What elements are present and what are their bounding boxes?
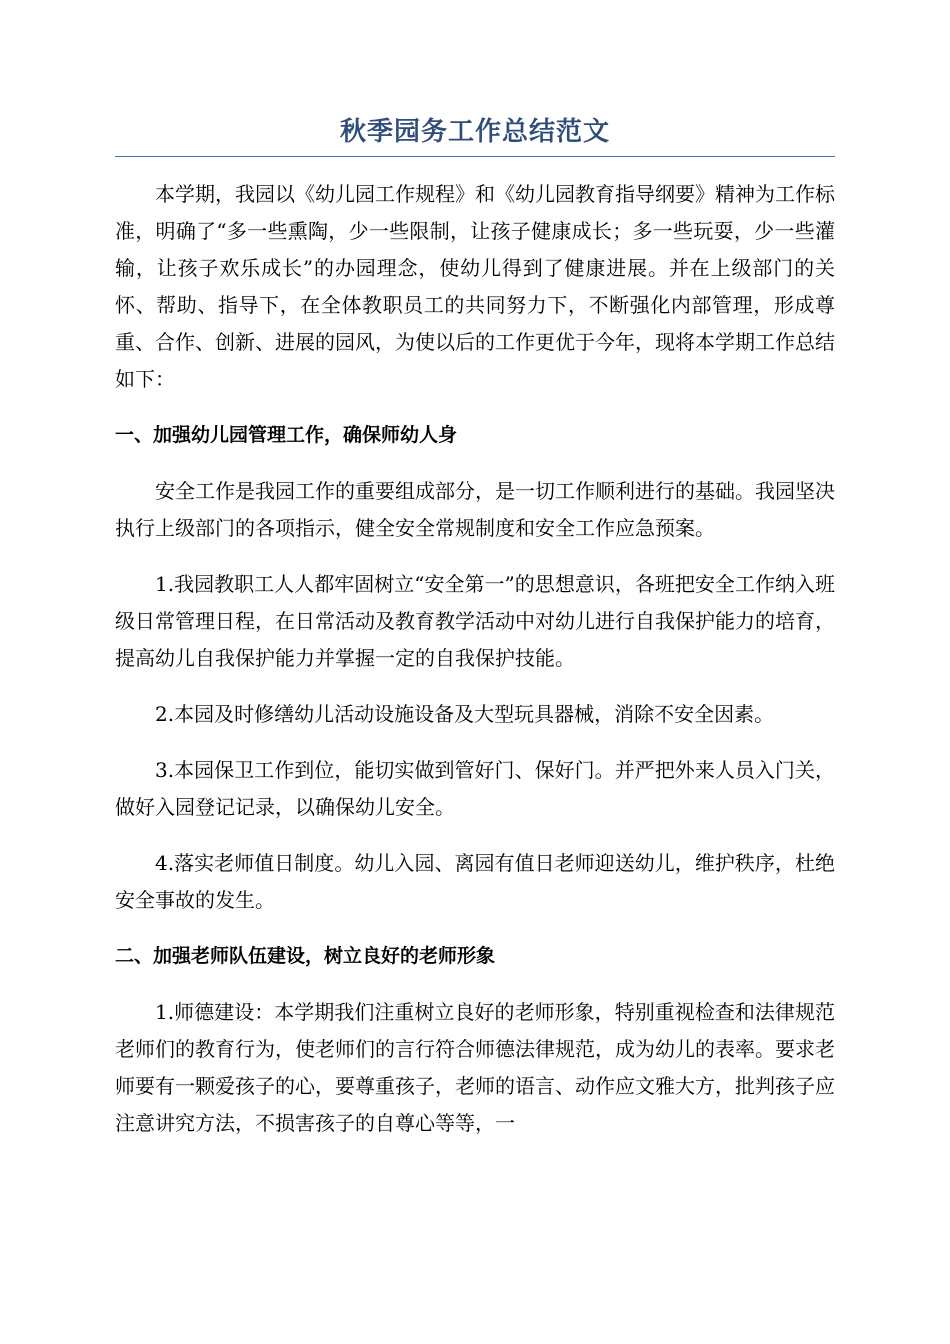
section-1-item-3: 3.本园保卫工作到位，能切实做到管好门、保好门。并严把外来人员入门关，做好入园登记记录，以确保幼儿安全。 [115,758,835,819]
document-page [115,110,835,1142]
section-1-paragraph-intro: 安全工作是我园工作的重要组成部分，是一切工作顺利进行的基础。我园坚决执行上级部门的各项指示，健全安全常规制度和安全工作应急预案。 [115,479,835,540]
section-heading-2: 二、加强老师队伍建设，树立良好的老师形象 [115,945,496,967]
document-title: 秋季园务工作总结范文 [339,117,610,147]
section-1-item-4: 4.落实老师值日制度。幼儿入园、离园有值日老师迎送幼儿，维护秩序，杜绝安全事故的发生。 [115,851,835,912]
intro-paragraph: 本学期，我园以《幼儿园工作规程》和《幼儿园教育指导纲要》精神为工作标准，明确了“多一些熏陶，少一些限制，让孩子健康成长；多一些玩耍，少一些灌输，让孩子欢乐成长”的办园理念，使幼儿得到了健康进展。并在上级部门的关怀、帮助、指导下，在全体教职员工的共同努力下，不断强化内部管理，形成尊重、合作、创新、进展的园风，为使以后的工作更优于今年，现将本学期工作总结如下： [115,182,835,391]
section-2-item-1: 1.师德建设：本学期我们注重树立良好的老师形象，特别重视检查和法律规范老师们的教育行为，使老师们的言行符合师德法律规范，成为幼儿的表率。要求老师要有一颗爱孩子的心，要尊重孩子，老师的语言、动作应文雅大方，批判孩子应注意讲究方法，不损害孩子的自尊心等等，一 [115,1000,835,1135]
section-heading-1: 一、加强幼儿园管理工作，确保师幼人身 [115,424,458,446]
section-1-item-1: 1.我园教职工人人都牢固树立“安全第一”的思想意识，各班把安全工作纳入班级日常管理日程，在日常活动及教育教学活动中对幼儿进行自我保护能力的培育，提高幼儿自我保护能力并掌握一定的自我保护技能。 [115,572,835,670]
title-underline [115,156,835,157]
section-1-item-2: 2.本园及时修缮幼儿活动设施设备及大型玩具器械，消除不安全因素。 [155,702,775,726]
